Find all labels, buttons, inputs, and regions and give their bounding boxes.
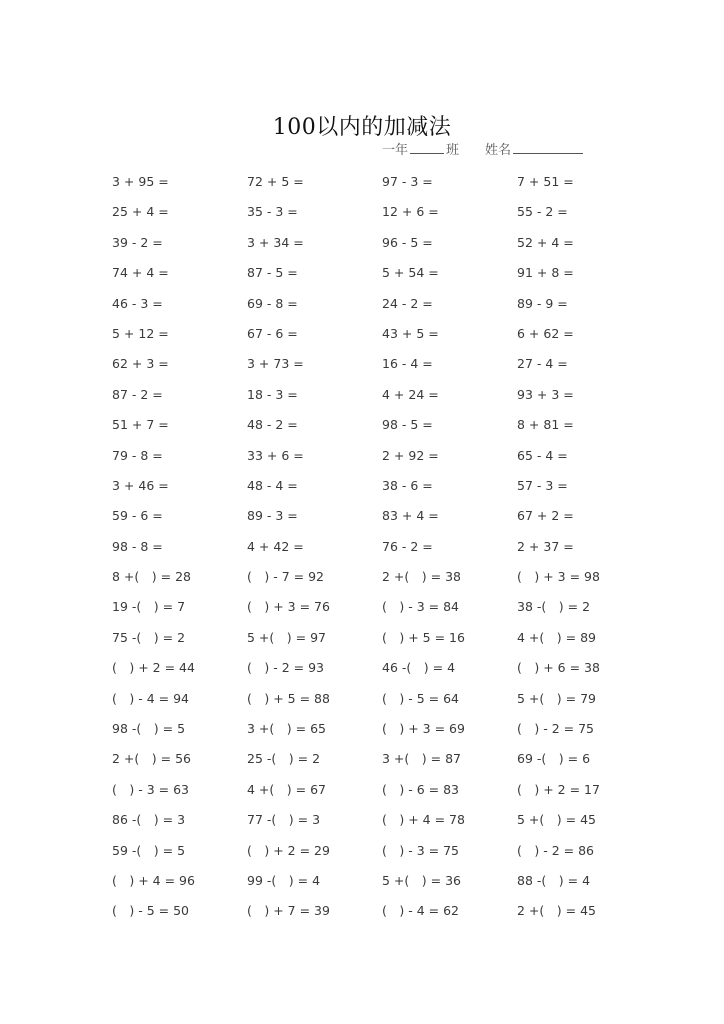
math-problem: 89 - 9 = [517,295,568,311]
math-problem: 3 + 46 = [112,477,169,493]
math-problem: ( ) - 5 = 64 [382,690,459,706]
math-problem: 76 - 2 = [382,538,433,554]
math-problem: ( ) - 2 = 75 [517,721,594,737]
math-problem: 24 - 2 = [382,295,433,311]
math-problem: ( ) + 3 = 69 [382,721,465,737]
math-problem: ( ) - 3 = 75 [382,842,459,858]
math-problem: ( ) + 5 = 16 [382,629,465,645]
math-problem: 12 + 6 = [382,204,439,220]
math-problem: 88 -( ) = 4 [517,872,591,888]
math-problem: 19 -( ) = 7 [112,599,186,615]
math-problem: 3 + 73 = [247,356,304,372]
math-problem: 8 + 81 = [517,417,574,433]
math-problem: 59 - 6 = [112,508,163,524]
math-problem: 3 +( ) = 65 [247,721,326,737]
math-problem: 77 -( ) = 3 [247,812,321,828]
math-problem: 96 - 5 = [382,234,433,250]
class-blank[interactable] [410,140,444,154]
math-problem: ( ) + 2 = 17 [517,781,600,797]
math-problem: ( ) - 4 = 94 [112,690,189,706]
math-problem: 3 + 34 = [247,234,304,250]
math-problem: 89 - 3 = [247,508,298,524]
math-problem: ( ) - 7 = 92 [247,569,324,585]
math-problem: 38 - 6 = [382,477,433,493]
math-problem: 48 - 2 = [247,417,298,433]
math-problem: 2 + 37 = [517,538,574,554]
math-problem: ( ) + 6 = 38 [517,660,600,676]
math-problem: 98 - 5 = [382,417,433,433]
math-problem: 46 - 3 = [112,295,163,311]
math-problem: ( ) - 3 = 84 [382,599,459,615]
math-problem: 5 +( ) = 36 [382,872,461,888]
math-problem: 5 + 54 = [382,265,439,281]
math-problem: 18 - 3 = [247,386,298,402]
math-problem: ( ) - 5 = 50 [112,903,189,919]
math-problem: 4 + 24 = [382,386,439,402]
math-problem: ( ) - 3 = 63 [112,781,189,797]
name-blank[interactable] [513,140,583,154]
math-problem: ( ) - 6 = 83 [382,781,459,797]
math-problem: 99 -( ) = 4 [247,872,321,888]
math-problem: 4 + 42 = [247,538,304,554]
math-problem: 57 - 3 = [517,477,568,493]
math-problem: 5 +( ) = 97 [247,629,326,645]
math-problem: ( ) + 3 = 98 [517,569,600,585]
math-problem: 74 + 4 = [112,265,169,281]
math-problem: 65 - 4 = [517,447,568,463]
math-problem: 3 +( ) = 87 [382,751,461,767]
problem-grid [112,172,712,932]
math-problem: 5 + 12 = [112,325,169,341]
math-problem: 69 - 8 = [247,295,298,311]
math-problem: ( ) - 2 = 86 [517,842,594,858]
math-problem: 93 + 3 = [517,386,574,402]
math-problem: 2 +( ) = 56 [112,751,191,767]
math-problem: 46 -( ) = 4 [382,660,456,676]
math-problem: 25 + 4 = [112,204,169,220]
student-info-line [382,139,585,158]
math-problem: 5 +( ) = 45 [517,812,596,828]
math-problem: ( ) + 3 = 76 [247,599,330,615]
worksheet-title: 100以内的加减法 [272,115,452,140]
math-problem: 2 +( ) = 38 [382,569,461,585]
math-problem: 87 - 5 = [247,265,298,281]
math-problem: 39 - 2 = [112,234,163,250]
math-problem: 86 -( ) = 3 [112,812,186,828]
math-problem: 3 + 95 = [112,174,169,189]
math-problem: 35 - 3 = [247,204,298,220]
math-problem: 69 -( ) = 6 [517,751,591,767]
math-problem: 2 + 92 = [382,447,439,463]
math-problem: 72 + 5 = [247,174,304,189]
math-problem: ( ) + 4 = 78 [382,812,465,828]
math-problem: 7 + 51 = [517,174,574,189]
math-problem: 67 + 2 = [517,508,574,524]
math-problem: ( ) + 5 = 88 [247,690,330,706]
math-problem: 98 - 8 = [112,538,163,554]
grade-label: 一年 [382,143,409,158]
math-problem: 5 +( ) = 79 [517,690,596,706]
math-problem: ( ) + 2 = 44 [112,660,195,676]
math-problem: 2 +( ) = 45 [517,903,596,919]
math-problem: 79 - 8 = [112,447,163,463]
math-problem: 25 -( ) = 2 [247,751,321,767]
math-problem: 97 - 3 = [382,174,433,189]
math-problem: 52 + 4 = [517,234,574,250]
math-problem: 6 + 62 = [517,325,574,341]
math-problem: ( ) - 4 = 62 [382,903,459,919]
math-problem: 83 + 4 = [382,508,439,524]
math-problem: 33 + 6 = [247,447,304,463]
math-problem: 48 - 4 = [247,477,298,493]
math-problem: ( ) + 4 = 96 [112,872,195,888]
math-problem: ( ) + 2 = 29 [247,842,330,858]
math-problem: 27 - 4 = [517,356,568,372]
math-problem: 43 + 5 = [382,325,439,341]
math-problem: 4 +( ) = 67 [247,781,326,797]
math-problem: 91 + 8 = [517,265,574,281]
math-problem: ( ) - 2 = 93 [247,660,324,676]
class-label: 班 [446,143,460,158]
name-label: 姓名 [485,143,512,158]
math-problem: 16 - 4 = [382,356,433,372]
math-problem: 87 - 2 = [112,386,163,402]
math-problem: 51 + 7 = [112,417,169,433]
math-problem: 38 -( ) = 2 [517,599,591,615]
math-problem: 8 +( ) = 28 [112,569,191,585]
math-problem: 4 +( ) = 89 [517,629,596,645]
math-problem: 59 -( ) = 5 [112,842,186,858]
math-problem: 62 + 3 = [112,356,169,372]
math-problem: 67 - 6 = [247,325,298,341]
math-problem: ( ) + 7 = 39 [247,903,330,919]
math-problem: 55 - 2 = [517,204,568,220]
math-problem: 75 -( ) = 2 [112,629,186,645]
math-problem: 98 -( ) = 5 [112,721,186,737]
